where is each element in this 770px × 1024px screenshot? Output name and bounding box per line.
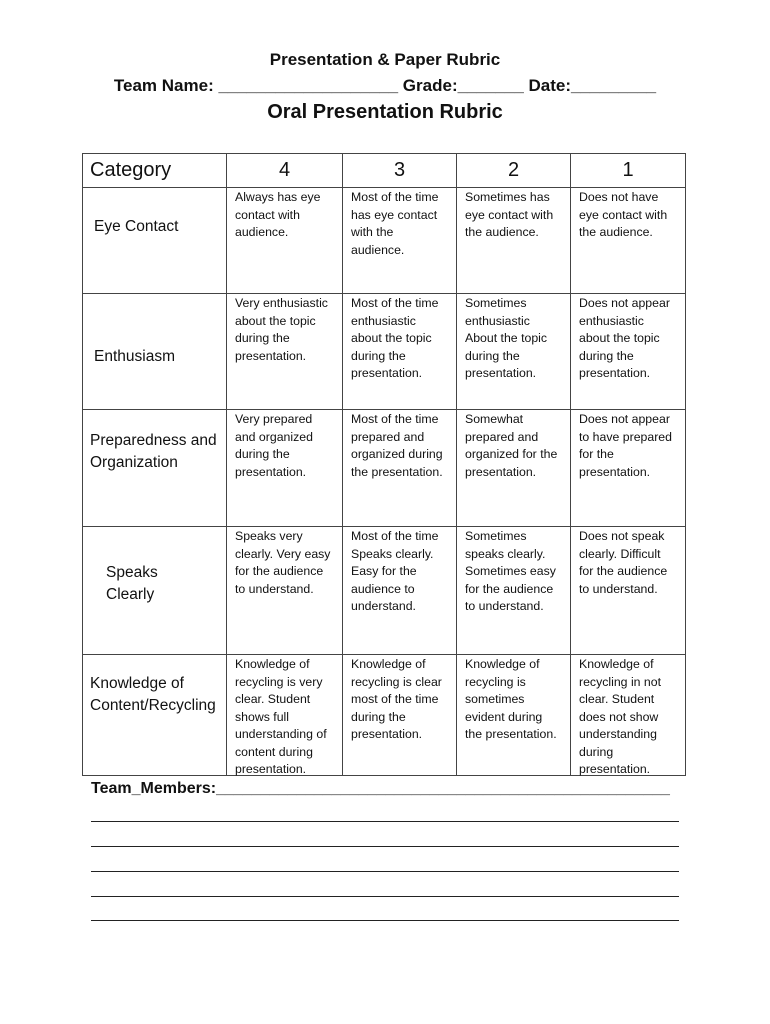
category-cell: [82, 409, 227, 527]
criteria-cell: [456, 187, 571, 294]
criteria-text: Sometimes enthusiastic About the topic during the presentation.: [465, 296, 548, 380]
header-cell: [82, 153, 227, 188]
team-grade-date-line[interactable]: Team Name: ___________________ Grade:_______ Date:_________: [113, 76, 657, 95]
criteria-text: Does not have eye contact with the audience.: [579, 190, 668, 239]
criteria-text: Somewhat prepared and organized for the presentation.: [465, 412, 558, 479]
criteria-cell: [342, 293, 457, 410]
category-label: Speaks Clearly: [106, 564, 158, 603]
category-cell: [82, 654, 227, 776]
criteria-cell: [456, 526, 571, 655]
header-cell: [342, 153, 457, 188]
criteria-cell: [570, 409, 686, 527]
header-cell: [226, 153, 343, 188]
score-header: 3: [393, 159, 406, 181]
blank-line[interactable]: [91, 821, 679, 822]
category-label: Preparedness and Organization: [90, 432, 217, 471]
criteria-text: Always has eye contact with audience.: [235, 190, 321, 239]
category-header: Category: [90, 159, 172, 181]
blank-line[interactable]: [91, 871, 679, 872]
criteria-cell: [226, 293, 343, 410]
rubric-subtitle: Oral Presentation Rubric: [267, 101, 503, 123]
document-title: Presentation & Paper Rubric: [269, 50, 501, 69]
criteria-text: Knowledge of recycling in not clear. Student does not show understanding during presentation.: [579, 657, 662, 776]
criteria-cell: [570, 654, 686, 776]
criteria-text: Most of the time enthusiastic about the topic during the presentation.: [351, 296, 439, 380]
score-header: 1: [622, 159, 634, 181]
criteria-cell: [456, 409, 571, 527]
blank-line[interactable]: [91, 920, 679, 921]
category-label: Knowledge of Content/Recycling: [90, 675, 216, 714]
criteria-cell: [226, 409, 343, 527]
category-cell: [82, 293, 227, 410]
score-header: 4: [278, 159, 291, 181]
criteria-text: Does not appear enthusiastic about the topic during the presentation.: [579, 296, 670, 380]
header-cell: [456, 153, 571, 188]
criteria-text: Most of the time Speaks clearly. Easy for the audience to understand.: [351, 529, 439, 613]
category-label: Eye Contact: [94, 218, 179, 235]
criteria-cell: [570, 526, 686, 655]
criteria-text: Does not speak clearly. Difficult for the audience to understand.: [579, 529, 668, 596]
blank-line[interactable]: [91, 846, 679, 847]
criteria-cell: [226, 526, 343, 655]
criteria-text: Most of the time prepared and organized during the presentation.: [351, 412, 443, 479]
category-label: Enthusiasm: [94, 348, 175, 365]
criteria-cell: [570, 293, 686, 410]
header-cell: [570, 153, 686, 188]
criteria-text: Speaks very clearly. Very easy for the audience to understand.: [235, 529, 331, 596]
criteria-text: Does not appear to have prepared for the presentation.: [579, 412, 672, 479]
criteria-cell: [456, 293, 571, 410]
criteria-cell: [342, 187, 457, 294]
criteria-cell: [342, 409, 457, 527]
criteria-text: Knowledge of recycling is clear most of the time during the presentation.: [351, 657, 442, 741]
criteria-text: Very prepared and organized during the presentation.: [235, 412, 313, 479]
criteria-cell: [226, 187, 343, 294]
criteria-cell: [342, 654, 457, 776]
criteria-text: Knowledge of recycling is very clear. Student shows full understanding of content during presentation.: [235, 657, 327, 776]
criteria-text: Sometimes speaks clearly. Sometimes easy for the audience to understand.: [465, 529, 556, 613]
category-cell: [82, 526, 227, 655]
category-cell: [82, 187, 227, 294]
criteria-cell: [342, 526, 457, 655]
criteria-text: Very enthusiastic about the topic during the presentation.: [235, 296, 328, 363]
criteria-cell: [226, 654, 343, 776]
criteria-text: Sometimes has eye contact with the audience.: [465, 190, 554, 239]
score-header: 2: [507, 159, 520, 181]
criteria-text: Most of the time has eye contact with the audience.: [351, 190, 439, 257]
blank-line[interactable]: [91, 896, 679, 897]
criteria-cell: [456, 654, 571, 776]
team-members-field[interactable]: Team_Members:___________________________________________________: [91, 780, 670, 797]
criteria-cell: [570, 187, 686, 294]
criteria-text: Knowledge of recycling is sometimes evident during the presentation.: [465, 657, 557, 741]
